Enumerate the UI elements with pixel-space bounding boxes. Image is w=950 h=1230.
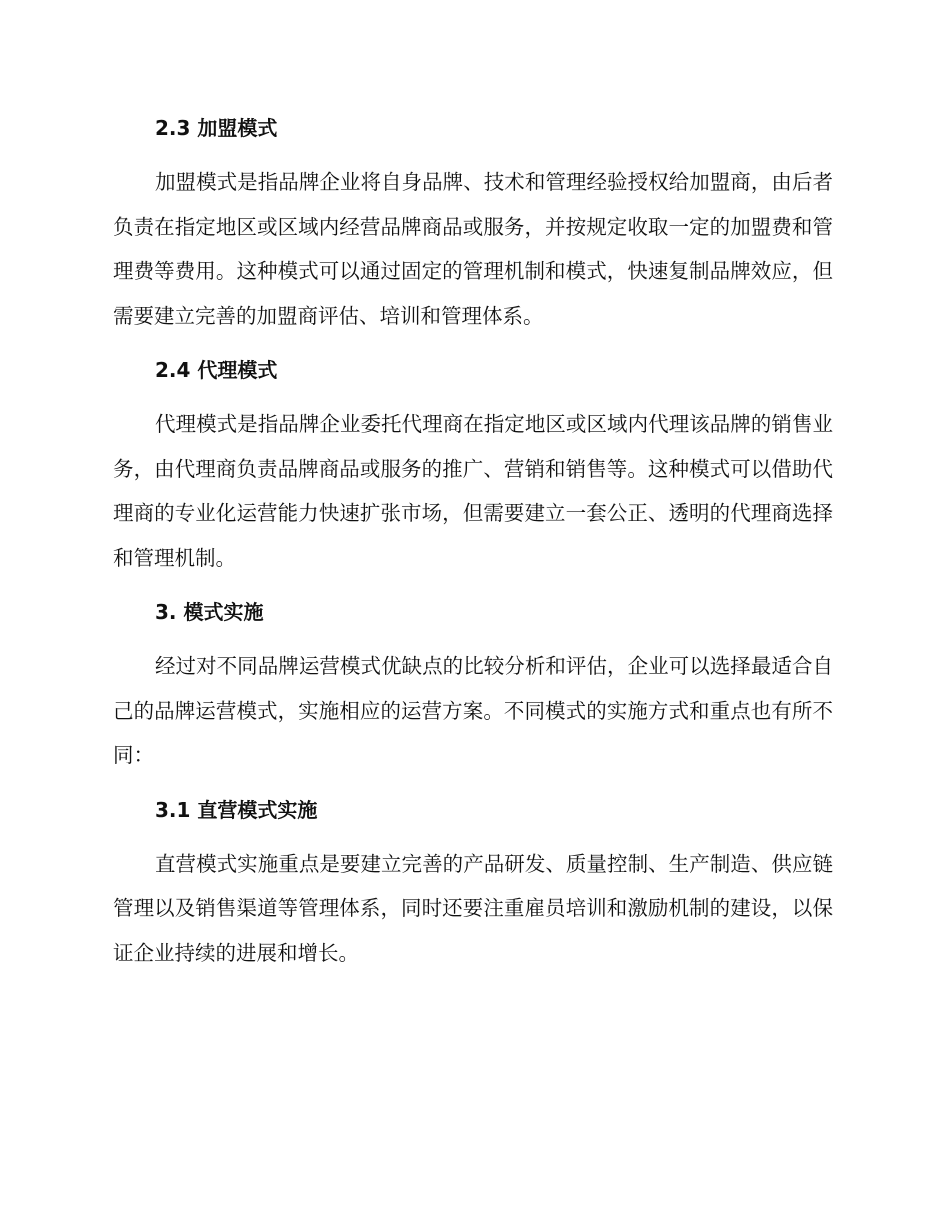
section-paragraph-2-3: 加盟模式是指品牌企业将自身品牌、技术和管理经验授权给加盟商，由后者负责在指定地区或区域内经营品牌商品或服务，并按规定收取一定的加盟费和管理费等费用。这种模式可以通过固定的管理机制和模式，快速复制品牌效应，但需要建立完善的加盟商评估、培训和管理体系。: [113, 170, 833, 328]
section-heading-3-1: 3.1 直营模式实施: [155, 797, 318, 822]
section-heading-3: 3. 模式实施: [155, 600, 264, 624]
section-paragraph-3-1: 直营模式实施重点是要建立完善的产品研发、质量控制、生产制造、供应链管理以及销售渠道等管理体系，同时还要注重雇员培训和激励机制的建设，以保证企业持续的进展和增长。: [113, 851, 833, 965]
document-page: [113, 110, 833, 989]
section-paragraph-2-4: 代理模式是指品牌企业委托代理商在指定地区或区域内代理该品牌的销售业务，由代理商负责品牌商品或服务的推广、营销和销售等。这种模式可以借助代理商的专业化运营能力快速扩张市场，但需要建立一套公正、透明的代理商选择和管理机制。: [113, 412, 833, 570]
section-heading-2-4: 2.4 代理模式: [155, 358, 278, 382]
section-paragraph-3: 经过对不同品牌运营模式优缺点的比较分析和评估，企业可以选择最适合自己的品牌运营模式，实施相应的运营方案。不同模式的实施方式和重点也有所不同：: [113, 654, 833, 767]
section-heading-2-3: 2.3 加盟模式: [155, 116, 278, 140]
